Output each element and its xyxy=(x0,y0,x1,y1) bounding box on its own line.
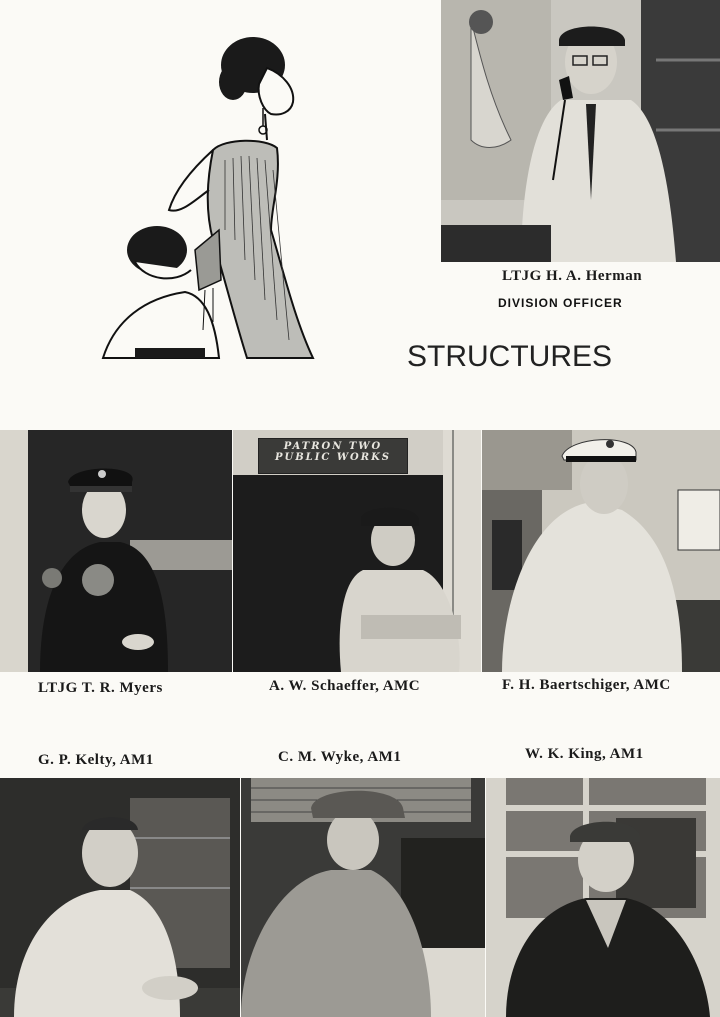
officer-photo xyxy=(441,0,720,262)
officer-name: LTJG H. A. Herman xyxy=(502,268,643,284)
photo-king xyxy=(486,778,720,1017)
caption-schaeffer: A. W. Schaeffer, AMC xyxy=(269,678,421,694)
photo-kelty xyxy=(0,778,240,1017)
photo-myers xyxy=(0,430,232,672)
sign xyxy=(258,438,408,474)
sign-line-1: PATRON TWO xyxy=(283,441,383,452)
caption-king: W. K. King, AM1 xyxy=(525,746,644,762)
photo-baertschiger xyxy=(482,430,720,672)
sign-line-2: PUBLIC WORKS xyxy=(274,452,391,463)
cartoon-illustration xyxy=(95,30,325,365)
section-title: STRUCTURES xyxy=(407,340,613,373)
caption-myers: LTJG T. R. Myers xyxy=(38,680,163,696)
caption-wyke: C. M. Wyke, AM1 xyxy=(278,749,402,765)
caption-baertschiger: F. H. Baertschiger, AMC xyxy=(502,677,671,693)
caption-kelty: G. P. Kelty, AM1 xyxy=(38,752,154,768)
photo-wyke xyxy=(241,778,485,1017)
officer-title: DIVISION OFFICER xyxy=(498,296,623,310)
